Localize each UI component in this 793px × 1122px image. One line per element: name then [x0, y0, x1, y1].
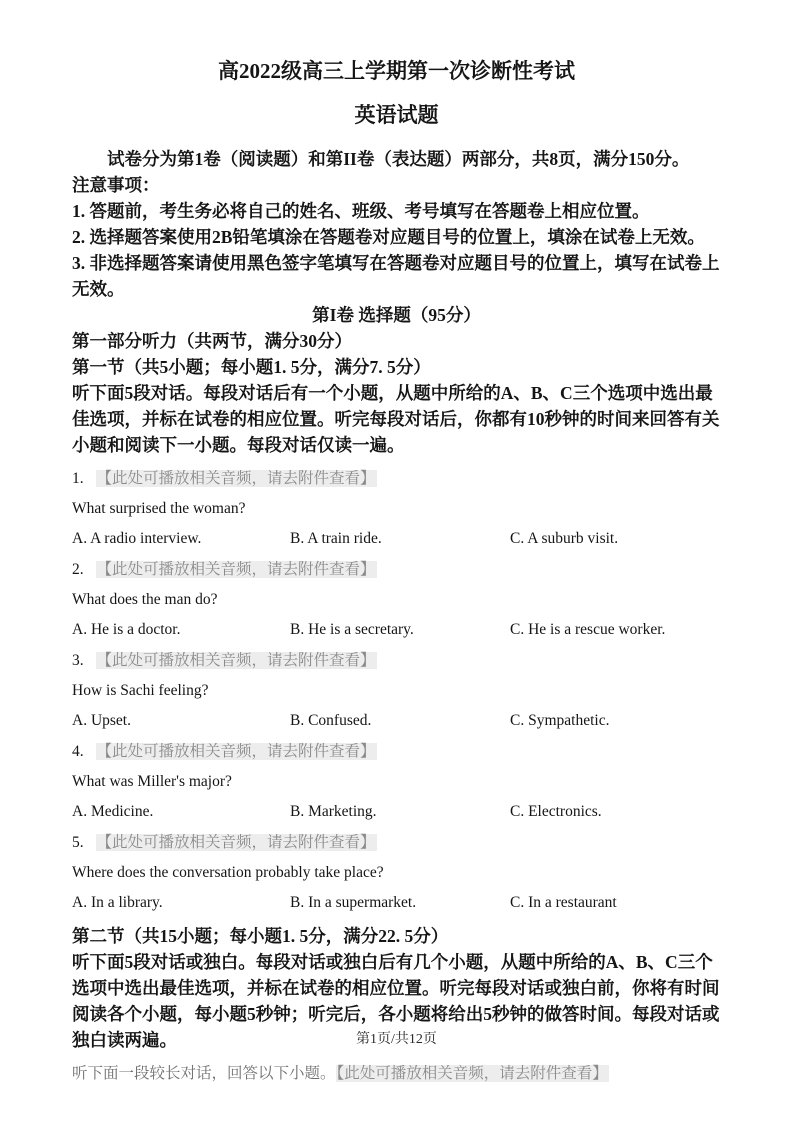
- question-block-3: [72, 650, 721, 731]
- option-b: B. Marketing.: [290, 803, 377, 820]
- long-dialog-prompt: 听下面一段较长对话，回答以下小题。: [72, 1065, 336, 1082]
- question-block-4: [72, 741, 721, 822]
- audio-placeholder: 【此处可播放相关音频，请去附件查看】: [336, 1065, 608, 1082]
- option-a: A. In a library.: [72, 894, 163, 911]
- option-b: B. A train ride.: [290, 530, 382, 547]
- options-row: [72, 619, 721, 640]
- option-b: B. In a supermarket.: [290, 894, 417, 911]
- question-text: What does the man do?: [72, 591, 218, 608]
- volume-header: 第I卷 选择题（95分）: [312, 305, 481, 325]
- question-number: 4.: [72, 743, 84, 760]
- long-dialog-line: [72, 1063, 721, 1084]
- question-block-1: [72, 468, 721, 549]
- notice-item-3: 3. 非选择题答案请使用黑色签字笔填写在答题卷对应题目号的位置上，填写在试卷上无效。: [72, 253, 720, 299]
- exam-title: 高2022级高三上学期第一次诊断性考试: [218, 59, 575, 83]
- audio-placeholder: 【此处可播放相关音频，请去附件查看】: [96, 834, 376, 851]
- question-text: What was Miller's major?: [72, 773, 232, 790]
- audio-placeholder: 【此处可播放相关音频，请去附件查看】: [96, 561, 376, 578]
- option-a: A. He is a doctor.: [72, 621, 181, 638]
- notice-item-2: 2. 选择题答案使用2B铅笔填涂在答题卷对应题目号的位置上，填涂在试卷上无效。: [72, 227, 705, 247]
- options-row: [72, 528, 721, 549]
- option-b: B. Confused.: [290, 712, 372, 729]
- options-row: [72, 710, 721, 731]
- option-a: A. Medicine.: [72, 803, 154, 820]
- exam-subtitle: 英语试题: [354, 103, 439, 127]
- notice-item-1: 1. 答题前，考生务必将自己的姓名、班级、考号填写在答题卷上相应位置。: [72, 201, 650, 221]
- section1-header: 第一节（共5小题；每小题1. 5分，满分7. 5分）: [72, 357, 431, 377]
- question-block-5: [72, 832, 721, 913]
- question-number: 1.: [72, 470, 84, 487]
- option-c: C. He is a rescue worker.: [510, 621, 666, 638]
- options-row: [72, 801, 721, 822]
- option-b: B. He is a secretary.: [290, 621, 414, 638]
- section2-header: 第二节（共15小题；每小题1. 5分，满分22. 5分）: [72, 926, 449, 946]
- page-number: 第1页/共12页: [356, 1032, 437, 1047]
- option-c: C. Electronics.: [510, 803, 602, 820]
- question-number: 5.: [72, 834, 84, 851]
- audio-placeholder: 【此处可播放相关音频，请去附件查看】: [96, 652, 376, 669]
- part1-header: 第一部分听力（共两节，满分30分）: [72, 331, 352, 351]
- option-a: A. Upset.: [72, 712, 131, 729]
- question-number: 2.: [72, 561, 84, 578]
- audio-placeholder: 【此处可播放相关音频，请去附件查看】: [96, 743, 376, 760]
- section2-instructions: 听下面5段对话或独白。每段对话或独白后有几个小题，从题中所给的A、B、C三个选项中选出最佳选项，并标在试卷的相应位置。听完每段对话或独白前，你将有时间阅读各个小题，每小题5秒钟；听完后，各小题将给出5秒钟的做答时间。每段对话或独白读两遍。: [72, 952, 720, 1050]
- question-text: How is Sachi feeling?: [72, 682, 209, 699]
- question-text: What surprised the woman?: [72, 500, 246, 517]
- exam-intro: 试卷分为第1卷（阅读题）和第II卷（表达题）两部分，共8页，满分150分。: [107, 149, 690, 169]
- option-c: C. In a restaurant: [510, 894, 617, 911]
- option-c: C. Sympathetic.: [510, 712, 610, 729]
- option-c: C. A suburb visit.: [510, 530, 619, 547]
- question-text: Where does the conversation probably take place?: [72, 864, 384, 881]
- option-a: A. A radio interview.: [72, 530, 202, 547]
- question-number: 3.: [72, 652, 84, 669]
- question-block-2: [72, 559, 721, 640]
- section1-instructions: 听下面5段对话。每段对话后有一个小题，从题中所给的A、B、C三个选项中选出最佳选项，并标在试卷的相应位置。听完每段对话后，你都有10秒钟的时间来回答有关小题和阅读下一小题。每段对话仅读一遍。: [72, 383, 720, 455]
- notice-header: 注意事项：: [72, 175, 160, 195]
- options-row: [72, 892, 721, 913]
- audio-placeholder: 【此处可播放相关音频，请去附件查看】: [96, 470, 376, 487]
